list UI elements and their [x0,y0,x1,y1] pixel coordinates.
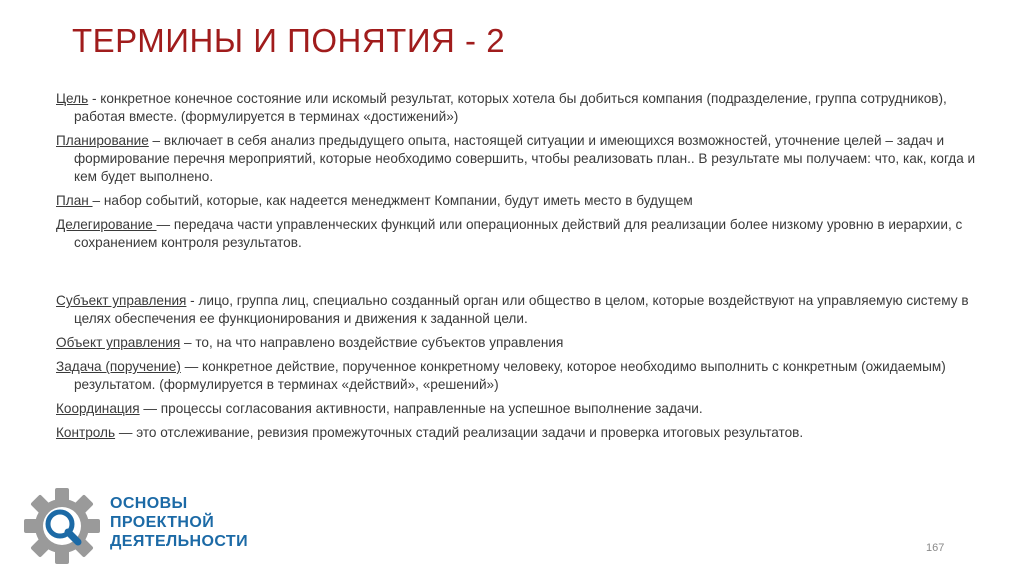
term-definition: - лицо, группа лиц, специально созданный орган или общество в целом, которые воздействуют на управляемую систему в целях обеспечения ее функционирования и движения к заданной цели. [74,293,969,326]
page-number: 167 [926,542,945,554]
term-definition: - конкретное конечное состояние или искомый результат, которых хотела бы добиться компания (подразделение, группа сотрудников), работая вместе. (формулируется в терминах «достижений») [74,91,947,124]
gear-magnifier-icon [22,486,102,566]
term-name: Контроль [56,425,116,440]
term-definition: – набор событий, которые, как надеется менеджмент Компании, будут иметь место в будущем [92,193,693,208]
term-plan [56,192,986,210]
term-name: Координация [56,401,140,416]
term-goal [56,90,986,126]
term-coordination [56,400,986,418]
terms-list [56,90,986,448]
term-definition: – включает в себя анализ предыдущего опыта, настоящей ситуации и имеющихся возможностей, уточнение целей – задач и формирование перечня мероприятий, которые необходимо совершить, чтобы реализовать план.. В результате мы получаем: что, как, когда и кем будет выполнено. [74,133,976,184]
term-delegation [56,216,986,252]
term-management-object [56,334,986,352]
term-task [56,358,986,394]
term-control [56,424,986,442]
term-definition: — передача части управленческих функций или операционных действий для реализации более низкому уровню в иерархии, с сохранением контроля результатов. [74,217,963,250]
term-name: Субъект управления [56,293,187,308]
term-name: План [56,193,93,208]
term-definition: — процессы согласования активности, направленные на успешное выполнение задачи. [139,401,703,416]
term-definition: – то, на что направлено воздействие субъектов управления [180,335,564,350]
term-name: Задача (поручение) [56,359,181,374]
term-name: Делегирование [56,217,157,232]
brand-line: ДЕЯТЕЛЬНОСТИ [110,533,248,550]
term-definition: — это отслеживание, ревизия промежуточных стадий реализации задачи и проверка итоговых результатов. [115,425,804,440]
brand-line: ОСНОВЫ [110,495,188,512]
brand-line: ПРОЕКТНОЙ [110,514,215,531]
term-management-subject [56,292,986,328]
term-planning [56,132,986,186]
term-definition: — конкретное действие, порученное конкретному человеку, которое необходимо выполнить с конкретным (ожидаемым) результатом. (формулируется в терминах «действий», «решений») [74,359,946,392]
brand-logo-text [110,494,248,551]
term-name: Цель [56,91,89,106]
term-name: Планирование [56,133,149,148]
term-name: Объект управления [56,335,181,350]
slide-title: ТЕРМИНЫ И ПОНЯТИЯ - 2 [72,22,506,59]
